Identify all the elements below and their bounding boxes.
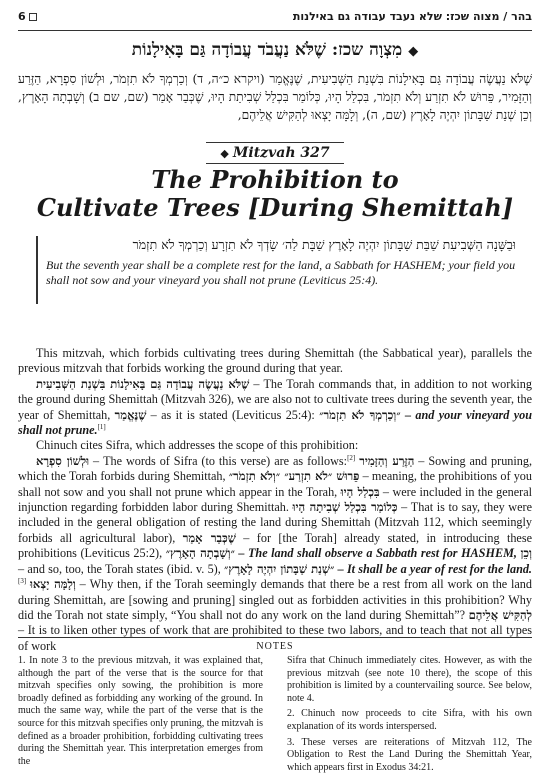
note-3: 3. These verses are reiterations of Mitzvah 112, The Obligation to Rest the Land During the Shemittah Year, which appears first in Exodus 34:21. (287, 736, 532, 773)
page-number-block (18, 10, 37, 23)
paragraph-commandment: שֶׁלֹּא נַעֲשֶׂה עֲבוֹדָה גַּם בָּאִילָנוֹת בִּשְׁנַת הַשְּׁבִיעִית – The Torah commands that, in addition to not working the ground during Shemittah (Mitzvah 326), we are also not to cultivate trees during the seventh year, the year of Shemittah, שֶׁנֶּאֱמַר – as it is stated (Leviticus 25:4): ״וְכַרְמְךָ לֹא תִזְמֹר״ – and your vineyard you shall not prune.[1] (18, 376, 533, 438)
mitzvah-banner-wrap (0, 142, 550, 164)
main-body (18, 346, 532, 654)
notes-heading: NOTES (256, 641, 294, 652)
footnote-ref[interactable]: [2] (347, 453, 356, 462)
note-1-continued: Sifra that Chinuch immediately cites. However, as with the previous mitzvah (see note 10 there), the scope of this prohibition is limited by a countervailing source. See below, note 4. (287, 655, 532, 704)
running-header (18, 10, 532, 28)
mitzvah-banner: ◆ Mitzvah 327 (206, 142, 343, 164)
page-number: 6 (18, 10, 26, 23)
hebrew-intro-text: שֶׁלֹּא נַעֲשֶׂה עֲבוֹדָה גַּם בָּאִילָנוֹת בִּשְׁנַת הַשְּׁבִיעִית, שֶׁנֶּאֱמַר (ויקרא כ״ה, ד) וְכַרְמְךָ לֹא תִזְמֹר, וּלְשׁוֹן סִפְרָא, הַזֶּרַע וְהַזָּמִיר, פֵּרוּשׁ לֹא תִזְרַע וְלֹא תִזְמֹר, בִּכְלַל הָיוּ, כְּלוֹמַר בִּכְלַל שְׁבִיתַת הָיוּ, שֶׁכְּבַר אָמַר (שם, שם ב) וְשָׁבְתָה הָאָרֶץ, וְכֵן שְׁנַת שַׁבָּתוֹן יִהְיֶה לָאָרֶץ (שם, ה), וְלָמָּה יָצְאוּ לְהַקִּישׁ אֲלֵיהֶם, (18, 72, 532, 122)
notes-column-left (18, 655, 263, 771)
notes-rule (18, 637, 532, 638)
english-title (18, 166, 532, 222)
note-1: 1. In note 3 to the previous mitzvah, it was explained that, although the part of the verse that is the source for that mitzvah specifies only sowing, the prohibition is more broadly defined as forbidding any working of the ground. In much the same way, while the part of the verse that is the source for this mitzvah specifies only pruning, the mitzvah is defined as a broader prohibition, forbidding cultivating trees during the Shemittah year. This interpretation emerges from the (18, 655, 263, 767)
notes-section (18, 655, 532, 773)
note-2: 2. Chinuch now proceeds to cite Sifra, with his own explanation of its words interspersed. (287, 708, 532, 732)
verse-hebrew: וּבַשָּׁנָה הַשְּׁבִיעִת שַׁבַּת שַׁבָּתוֹן יִהְיֶה לָאָרֶץ שַׁבָּת לַה׳ שָׂדְךָ לֹא תִזְרָע וְכַרְמְךָ לֹא תִזְמֹר (132, 237, 516, 252)
english-title-line1: The Prohibition to (151, 165, 399, 194)
running-title: בהר / מצוה שכז: שלא נעבד עבודה גם באילנות (292, 10, 532, 23)
footnote-ref[interactable]: [3] (18, 577, 27, 586)
english-title-line2: Cultivate Trees [During Shemittah] (36, 193, 514, 222)
verse-english: But the seventh year shall be a complete rest for the land, a Sabbath for HASHEM; your field you shall not sow and your vineyard you shall not prune (Leviticus 25:4). (46, 258, 516, 287)
diamond-icon: ◆ (408, 44, 419, 59)
verse-block (36, 236, 516, 304)
box-icon (29, 13, 37, 21)
header-rule (18, 30, 532, 31)
diamond-icon: ◆ (220, 147, 229, 160)
paragraph-intro: This mitzvah, which forbids cultivating trees during Shemittah (the Sabbatical year), parallels the previous mitzvah that forbids working the ground during that year. (18, 346, 532, 376)
notes-column-right (287, 655, 532, 773)
paragraph-sifra: וּלְשׁוֹן סִפְרָא – The words of Sifra (to this verse) are as follows:[2] הַזֶּרַע וְהַזָּמִיר – Sowing and pruning, which the Torah forbids during Shemittah, פֵּרוּשׁ ״לֹא תִזְרַע״ ״וְלֹא תִזְמֹר״ – meaning, the prohibitions of you shall not sow and you shall not prune which appear in the Torah, בִּכְלַל הָיוּ – were included in the general injunction regarding forbidden labor during Shemittah. כְּלוֹמַר בִּכְלַל שְׁבִיתָה הָיוּ – That is to say, they were included in the general obligation of resting the land during Shemittah (Mitzvah 112, which seemingly forbids all agricultural labor), שֶׁכְּבַר אָמַר – for [the Torah] already stated, in introducing these prohibitions (Leviticus 25:2), ״וְשָׁבְתָה הָאָרֶץ״ – The land shall observe a Sabbath rest for HASHEM, וְכֵן – and so, too, the Torah states (ibid. v. 5), ״שְׁנַת שַׁבָּתוֹן יִהְיֶה לָאָרֶץ״ – It shall be a year of rest for the land.[3] וְלָמָּה יָצְאוּ – Why then, if the Torah seemingly demands that there be a rest from all work on the land during Shemittah, are [sowing and pruning] singled out as forbidden activities in this prohibition? Why did the Torah not state simply, “You shall not do any work on the land during Shemittah”? לְהַקִּישׁ אֲלֵיהֶם – It is to liken other types of work that are prohibited to these two labors, and to teach that not all types of work (18, 453, 533, 653)
paragraph-sifra-intro: Chinuch cites Sifra, which addresses the scope of this prohibition: (36, 438, 359, 453)
hebrew-mitzvah-title: ◆מִצְוָה שכז: שֶׁלֹּא נַעֲבֹד עֲבוֹדָה גַּם בָּאִילָנוֹת (131, 40, 419, 60)
footnote-ref[interactable]: [1] (97, 422, 106, 431)
